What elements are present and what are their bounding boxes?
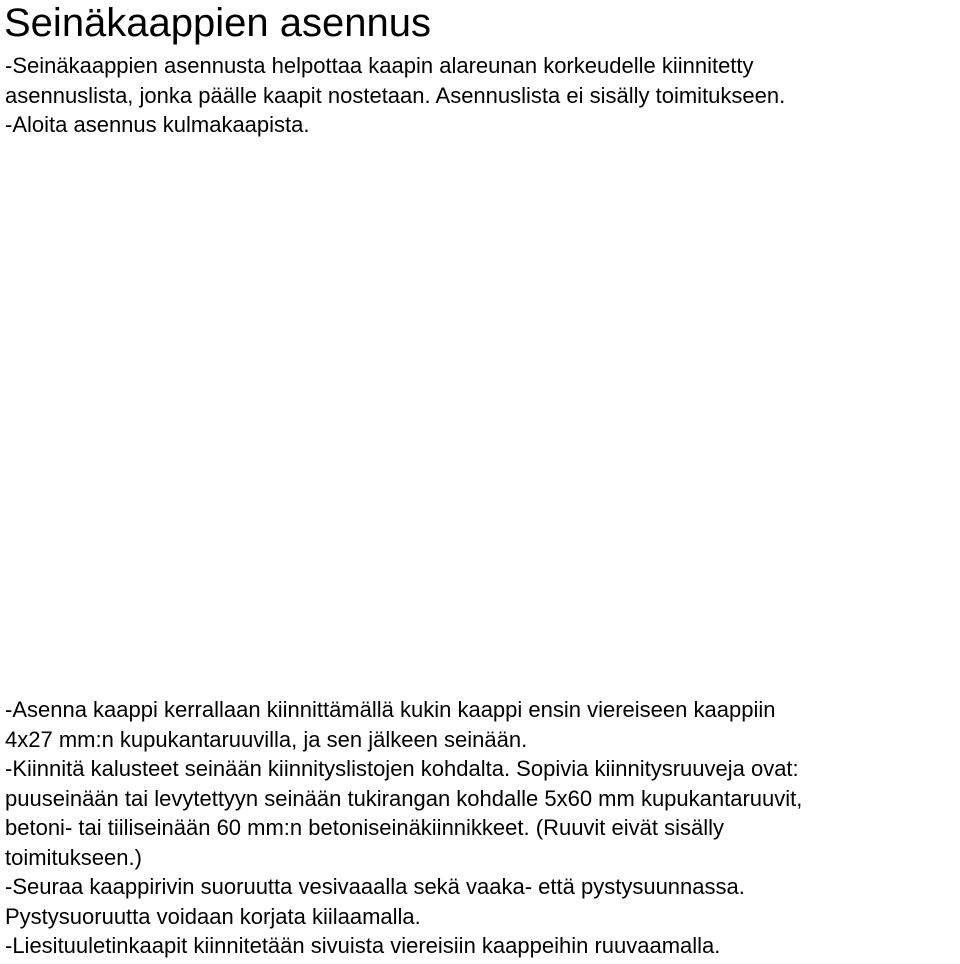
instruction-line: Pystysuoruutta voidaan korjata kiilaamalla. bbox=[5, 903, 421, 929]
intro-text bbox=[5, 51, 785, 140]
intro-line: asennuslista, jonka päälle kaapit nostetaan. Asennuslista ei sisälly toimitukseen. bbox=[5, 82, 786, 108]
blank-figure-area bbox=[0, 142, 960, 682]
instruction-line: puuseinään tai levytettyyn seinään tukirangan kohdalle 5x60 mm kupukantaruuvit, bbox=[5, 785, 803, 811]
instruction-line: toimitukseen.) bbox=[5, 844, 142, 870]
instruction-line: -Asenna kaappi kerrallaan kiinnittämällä kukin kaappi ensin viereiseen kaappiin bbox=[5, 697, 776, 722]
instruction-line: -Kiinnitä kalusteet seinään kiinnityslistojen kohdalta. Sopivia kiinnitysruuveja ovat: bbox=[5, 756, 799, 781]
intro-line: -Seinäkaappien asennusta helpottaa kaapin alareunan korkeudelle kiinnitetty bbox=[5, 53, 754, 78]
instruction-line: 4x27 mm:n kupukantaruuvilla, ja sen jälkeen seinään. bbox=[5, 726, 528, 752]
instruction-text bbox=[5, 695, 802, 961]
intro-line: -Aloita asennus kulmakaapista. bbox=[5, 112, 310, 137]
page-title: Seinäkaappien asennus bbox=[4, 1, 432, 45]
instruction-line: betoni- tai tiiliseinään 60 mm:n betoniseinäkiinnikkeet. (Ruuvit eivät sisälly bbox=[5, 815, 725, 840]
instruction-line: -Seuraa kaappirivin suoruutta vesivaaalla sekä vaaka- että pystysuunnassa. bbox=[5, 874, 745, 899]
instruction-line: -Liesituuletinkaapit kiinnitetään sivuista viereisiin kaappeihin ruuvaamalla. bbox=[5, 933, 721, 958]
